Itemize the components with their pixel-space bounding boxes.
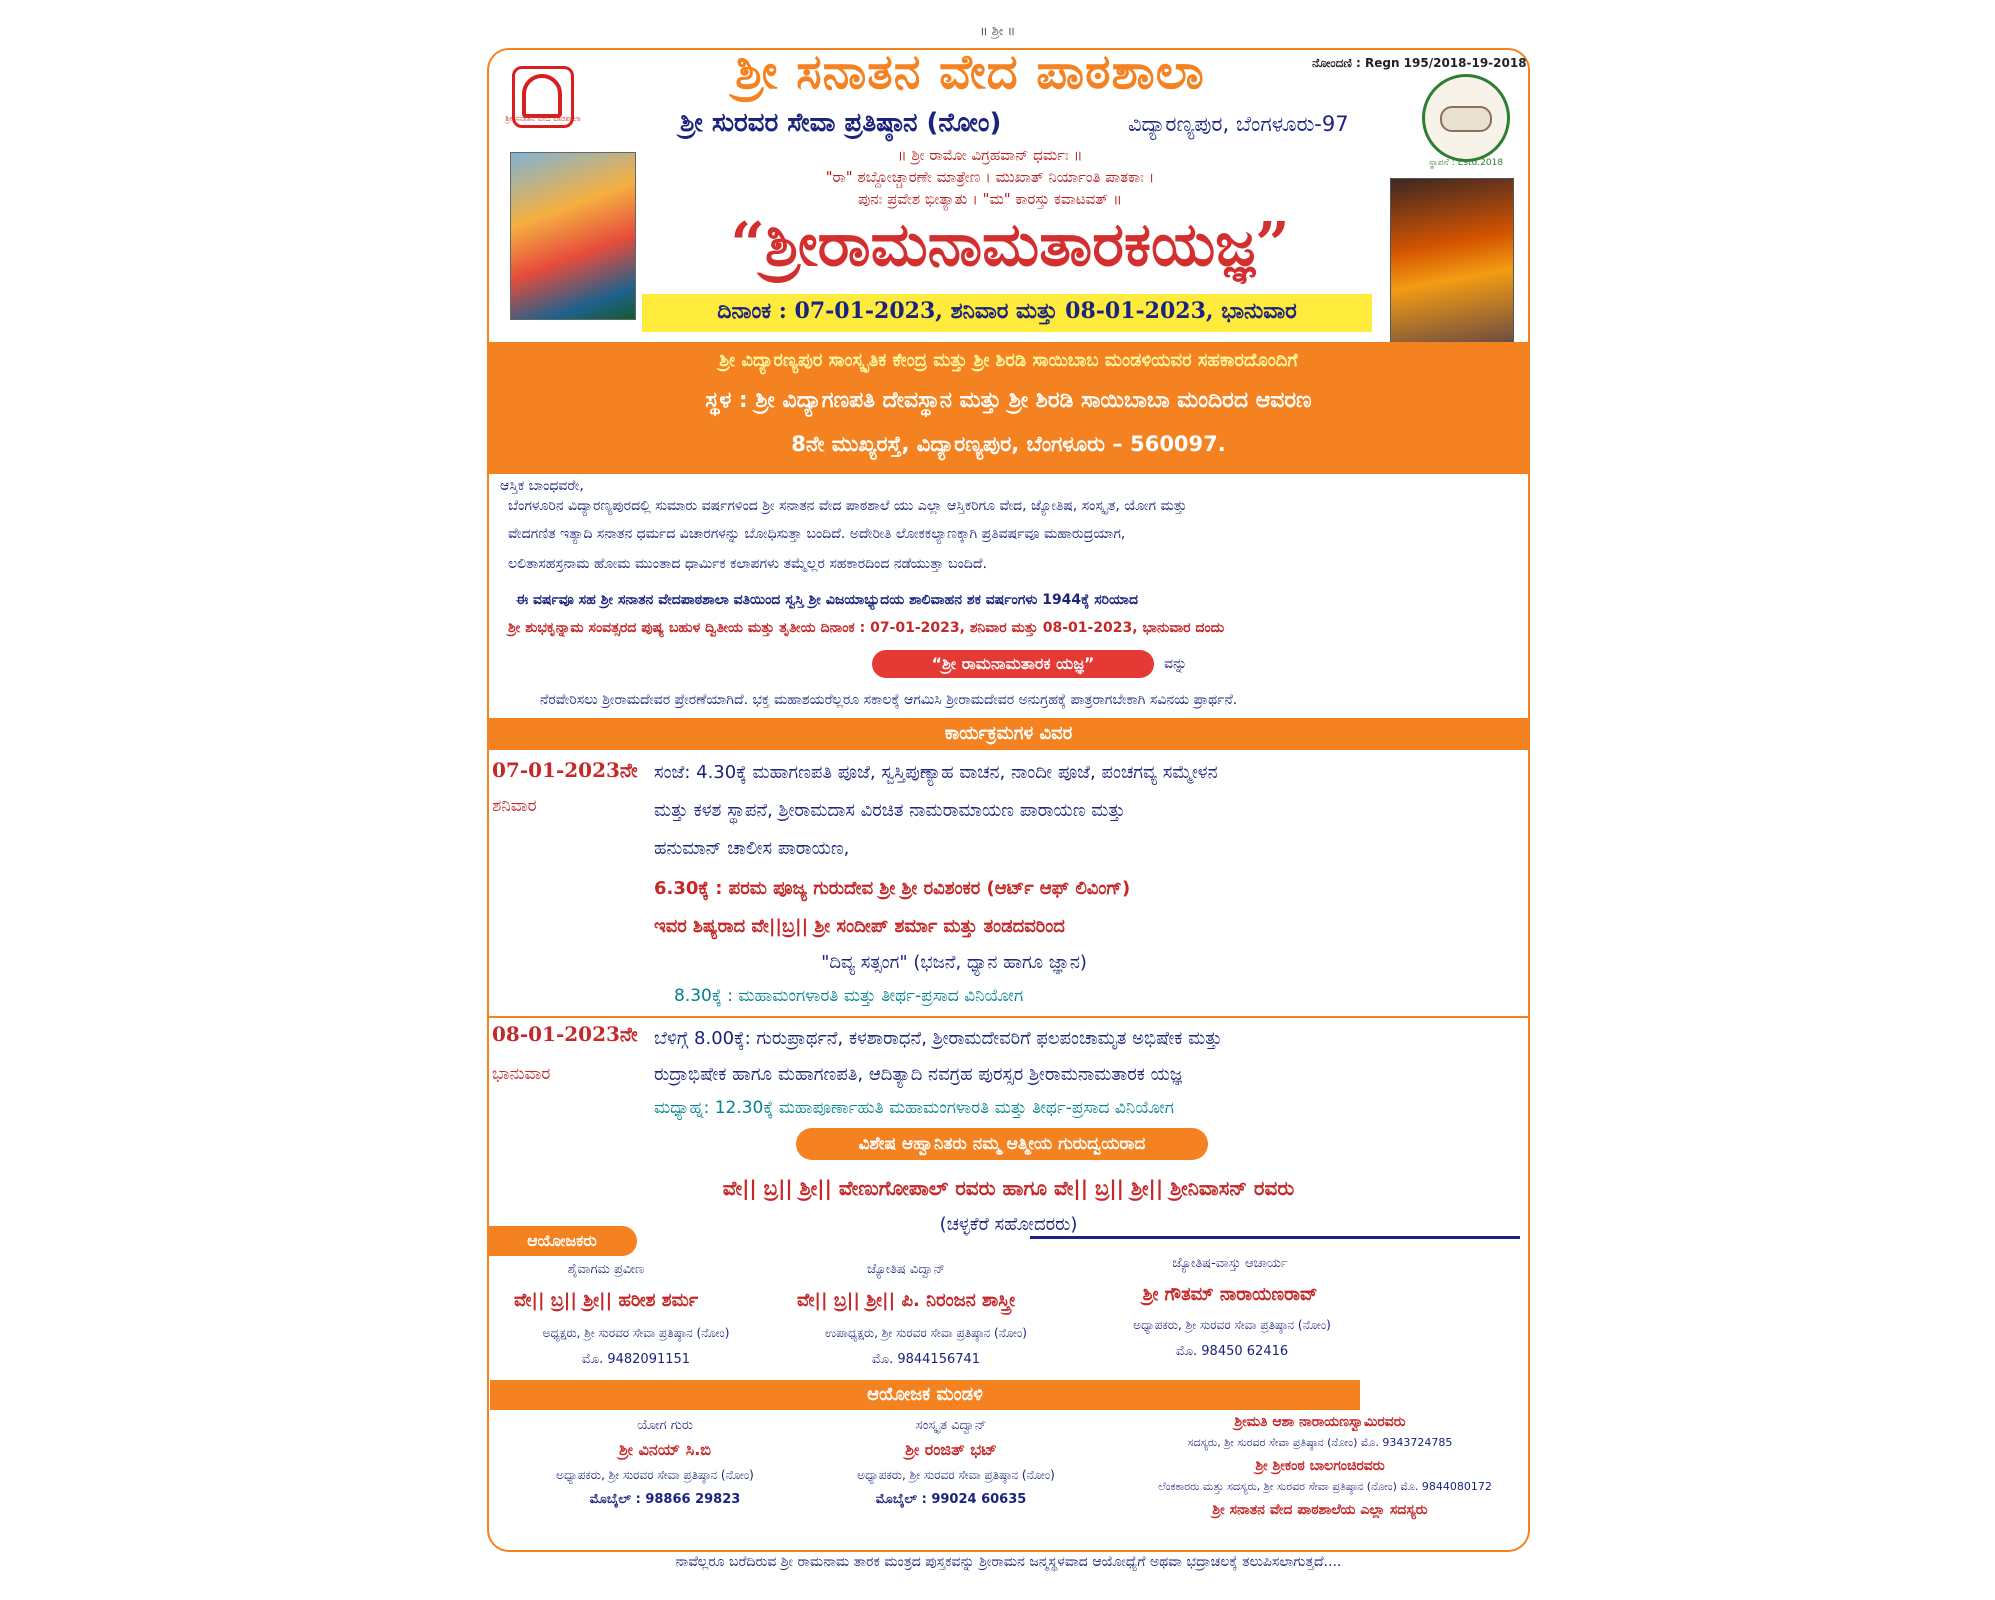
- day1-line-2: ಮತ್ತು ಕಳಶ ಸ್ಥಾಪನೆ, ಶ್ರೀರಾಮದಾಸ ವಿರಚಿತ ನಾಮರಾಮಾಯಣ ಪಾರಾಯಣ ಮತ್ತು: [654, 800, 1126, 821]
- committee-1-name: ಶ್ರೀ ವಿನಯ್ ಸಿ.ಬಿ: [618, 1440, 712, 1459]
- school-title: ಶ್ರೀ ಸನಾತನ ವೇದ ಪಾಠಶಾಲಾ: [735, 44, 1205, 100]
- shloka-line-1: ॥ ಶ್ರೀ ರಾಮೋ ವಿಗ್ರಹವಾನ್ ಧರ್ಮಃ ॥: [897, 146, 1083, 164]
- organizers-rule: [1030, 1236, 1520, 1239]
- footer-note: ನಾವೆಲ್ಲರೂ ಬರೆದಿರುವ ಶ್ರೀ ರಾಮನಾಮ ತಾರಕ ಮಂತ್ರದ ಪುಸ್ತಕವನ್ನು ಶ್ರೀರಾಮನ ಜನ್ಮಸ್ಥಳವಾದ ಆಯೋಧ್ಯೆಗೆ ಅಥವಾ ಭದ್ರಾಚಲಕ್ಕೆ ತಲುಪಿಸಲಾಗುತ್ತದೆ....: [675, 1554, 1342, 1570]
- committee-label: ಆಯೋಜಕ ಮಂಡಳಿ: [490, 1380, 1360, 1410]
- organizer-3-name: ಶ್ರೀ ಗೌತಮ್ ನಾರಾಯಣರಾವ್: [1142, 1284, 1318, 1305]
- shloka-line-3: ಪುನಃ ಪ್ರವೇಶ ಭೀತ್ಯಾತು । "ಮ" ಕಾರಸ್ತು ಕವಾಟವತ್ ॥: [858, 190, 1122, 208]
- day1-line-7: 8.30ಕ್ಕೆ : ಮಹಾಮಂಗಳಾರತಿ ಮತ್ತು ತೀರ್ಥ-ಪ್ರಸಾದ ವಿನಿಯೋಗ: [674, 986, 1024, 1006]
- day1-line-1: ಸಂಜೆ: 4.30ಕ್ಕೆ ಮಹಾಗಣಪತಿ ಪೂಜೆ, ಸ್ವಸ್ತಿಪುಣ್ಯಾಹ ವಾಚನ, ನಾಂದೀ ಪೂಜೆ, ಪಂಚಗವ್ಯ ಸಮ್ಮೇಳನ: [654, 762, 1218, 783]
- day2-line-3: ಮಧ್ಯಾಹ್ನ: 12.30ಕ್ಕೆ ಮಹಾಪೂರ್ಣಾಹುತಿ ಮಹಾಮಂಗಳಾರತಿ ಮತ್ತು ತೀರ್ಥ-ಪ್ರಸಾದ ವಿನಿಯೋಗ: [654, 1098, 1174, 1118]
- venue-place: ಸ್ಥಳ : ಶ್ರೀ ವಿದ್ಯಾಗಣಪತಿ ದೇವಸ್ಥಾನ ಮತ್ತು ಶ್ರೀ ಶಿರಡಿ ಸಾಯಿಬಾಬಾ ಮಂದಿರದ ಆವರಣ: [705, 388, 1312, 413]
- yajna-pill: “ಶ್ರೀ ರಾಮನಾಮತಾರಕ ಯಜ್ಞ”: [872, 650, 1154, 678]
- venue-collab: ಶ್ರೀ ವಿದ್ಯಾರಣ್ಯಪುರ ಸಾಂಸ್ಕೃತಿಕ ಕೇಂದ್ರ ಮತ್ತು ಶ್ರೀ ಶಿರಡಿ ಸಾಯಿಬಾಬ ಮಂಡಳಿಯವರ ಸಹಕಾರದೊಂದಿಗೆ: [719, 350, 1298, 371]
- committee-3-name: ಶ್ರೀಮತಿ ಆಶಾ ನಾರಾಯಣಸ್ವಾಮಿರವರು: [1234, 1414, 1406, 1430]
- organizer-3-phone: ಮೊ. 98450 62416: [1175, 1344, 1289, 1359]
- committee-3-desc: ಸದಸ್ಯರು, ಶ್ರೀ ಸುರವರ ಸೇವಾ ಪ್ರತಿಷ್ಠಾನ (ನೋಂ) ಮೊ. 9343724785: [1187, 1436, 1453, 1449]
- day1-date: 07-01-2023ನೇ: [492, 758, 638, 782]
- day2-day: ಭಾನುವಾರ: [492, 1064, 551, 1084]
- committee-4-desc: ಲೆಂಕಕಾರರು ಮತ್ತು ಸದಸ್ಯರು, ಶ್ರೀ ಸುರವರ ಸೇವಾ ಪ್ರತಿಷ್ಠಾನ (ನೋಂ) ಮೊ. 9844080172: [1158, 1480, 1492, 1493]
- organizer-1-desc: ಅಧ್ಯಕ್ಷರು, ಶ್ರೀ ಸುರವರ ಸೇವಾ ಪ್ರತಿಷ್ಠಾನ (ನೋಂ): [542, 1326, 730, 1340]
- day1-day: ಶನಿವಾರ: [492, 796, 537, 816]
- committee-2-name: ಶ್ರೀ ರಂಜಿತ್ ಭಟ್: [905, 1440, 997, 1459]
- committee-1-phone: ಮೊಬೈಲ್ : 98866 29823: [589, 1492, 741, 1507]
- committee-2-desc: ಅಧ್ಯಾಪಕರು, ಶ್ರೀ ಸುರವರ ಸೇವಾ ಪ್ರತಿಷ್ಠಾನ (ನೋಂ): [857, 1468, 1055, 1482]
- committee-4-name: ಶ್ರೀ ಶ್ರೀಕಂಠ ಬಾಲಗಂಚಿರವರು: [1255, 1458, 1385, 1474]
- namaste-icon: [522, 74, 562, 118]
- organizer-1-name: ವೇ|| ಬ್ರ|| ಶ್ರೀ|| ಹರೀಶ ಶರ್ಮ: [513, 1290, 699, 1311]
- cow-logo-caption: ಸ್ಥಾಪನೆ : Estd.2018: [1428, 158, 1504, 168]
- intro-line-1: ಬೆಂಗಳೂರಿನ ವಿದ್ಯಾರಣ್ಯಪುರದಲ್ಲಿ ಸುಮಾರು ವರ್ಷಗಳಿಂದ ಶ್ರೀ ಸನಾತನ ವೇದ ಪಾಠಶಾಲೆ ಯು ಎಲ್ಲಾ ಆಸ್ತಿಕರಿಗೂ ವೇದ, ಜ್ಯೋತಿಷ, ಸಂಸ್ಕೃತ, ಯೋಗ ಮತ್ತು: [508, 498, 1187, 514]
- program-header: ಕಾರ್ಯಕ್ರಮಗಳ ವಿವರ: [487, 718, 1530, 750]
- committee-1-role: ಯೋಗ ಗುರು: [637, 1418, 693, 1433]
- registration-number: ನೋಂದಣಿ : Regn 195/2018-19-2018: [1312, 56, 1527, 70]
- committee-members: ಶ್ರೀ ಸನಾತನ ವೇದ ಪಾಠಶಾಲೆಯ ಎಲ್ಲಾ ಸದಸ್ಯರು: [1212, 1502, 1428, 1518]
- organizer-1-role: ಶೈವಾಗಮ ಪ್ರವೀಣ: [567, 1262, 645, 1277]
- guests-subtitle: (ಚಳ್ಳಕೆರೆ ಸಹೋದರರು): [939, 1214, 1078, 1235]
- cow-icon: [1440, 106, 1492, 132]
- intro-line-6: ನೆರವೇರಿಸಲು ಶ್ರೀರಾಮದೇವರ ಪ್ರೇರಣೆಯಾಗಿದೆ. ಭಕ್ತ ಮಹಾಶಯರೆಲ್ಲರೂ ಸಕಾಲಕ್ಕೆ ಆಗಮಿಸಿ ಶ್ರೀರಾಮದೇವರ ಅನುಗ್ರಹಕ್ಕೆ ಪಾತ್ರರಾಗಬೇಕಾಗಿ ಸವಿನಯ ಪ್ರಾರ್ಥನೆ.: [540, 692, 1238, 708]
- day2-date: 08-01-2023ನೇ: [492, 1022, 638, 1046]
- day2-line-2: ರುದ್ರಾಭಿಷೇಕ ಹಾಗೂ ಮಹಾಗಣಪತಿ, ಆದಿತ್ಯಾದಿ ನವಗ್ರಹ ಪುರಸ್ಸರ ಶ್ರೀರಾಮನಾಮತಾರಕ ಯಜ್ಞ: [654, 1064, 1182, 1085]
- organizer-2-phone: ಮೊ. 9844156741: [871, 1352, 981, 1367]
- org-place: ವಿದ್ಯಾರಣ್ಯಪುರ, ಬೆಂಗಳೂರು-97: [1128, 112, 1349, 136]
- top-mark: ॥ ಶ್ರೀ ॥: [979, 24, 1016, 39]
- day1-line-6: "ದಿವ್ಯ ಸತ್ಸಂಗ" (ಭಜನೆ, ಧ್ಯಾನ ಹಾಗೂ ಜ್ಞಾನ): [821, 952, 1087, 973]
- committee-2-role: ಸಂಸ್ಕೃತ ವಿದ್ವಾನ್: [915, 1418, 987, 1433]
- guests-names: ವೇ|| ಬ್ರ|| ಶ್ರೀ|| ವೇಣುಗೋಪಾಲ್ ರವರು ಹಾಗೂ ವೇ|| ಬ್ರ|| ಶ್ರೀ|| ಶ್ರೀನಿವಾಸನ್ ರವರು: [722, 1176, 1295, 1200]
- intro-line-3: ಲಲಿತಾಸಹಸ್ರನಾಮ ಹೋಮ ಮುಂತಾದ ಧಾರ್ಮಿಕ ಕಲಾಪಗಳು ತಮ್ಮೆಲ್ಲರ ಸಹಕಾರದಿಂದ ನಡೆಯುತ್ತಾ ಬಂದಿದೆ.: [508, 556, 987, 572]
- event-date: ದಿನಾಂಕ : 07-01-2023, ಶನಿವಾರ ಮತ್ತು 08-01-2023, ಭಾನುವಾರ: [717, 298, 1297, 324]
- hanuman-image: [1390, 178, 1514, 344]
- day1-line-5: ಇವರ ಶಿಷ್ಯರಾದ ವೇ||ಬ್ರ|| ಶ್ರೀ ಸಂದೀಪ್ ಶರ್ಮಾ ಮತ್ತು ತಂಡದವರಿಂದ: [654, 916, 1065, 937]
- pill-suffix: ವನ್ನು: [1164, 656, 1188, 672]
- organizer-3-desc: ಅಧ್ಯಾಪಕರು, ಶ್ರೀ ಸುರವರ ಸೇವಾ ಪ್ರತಿಷ್ಠಾನ (ನೋಂ): [1133, 1318, 1331, 1332]
- day2-line-1: ಬೆಳಿಗ್ಗೆ 8.00ಕ್ಕೆ: ಗುರುಪ್ರಾರ್ಥನೆ, ಕಳಶಾರಾಧನೆ, ಶ್ರೀರಾಮದೇವರಿಗೆ ಫಲಪಂಚಾಮೃತ ಅಭಿಷೇಕ ಮತ್ತು: [654, 1028, 1222, 1049]
- organizer-2-role: ಜ್ಯೋತಿಷ ವಿದ್ವಾನ್: [866, 1262, 946, 1277]
- organizer-3-role: ಜ್ಯೋತಿಷ-ವಾಸ್ತು ಆಚಾರ್ಯ: [1172, 1256, 1288, 1271]
- organizers-label: ಆಯೋಜಕರು: [487, 1226, 637, 1256]
- day1-line-4: 6.30ಕ್ಕೆ : ಪರಮ ಪೂಜ್ಯ ಗುರುದೇವ ಶ್ರೀ ಶ್ರೀ ರವಿಶಂಕರ (ಆರ್ಟ್ ಆಫ್ ಲಿವಿಂಗ್): [654, 878, 1131, 899]
- committee-1-desc: ಅಧ್ಯಾಪಕರು, ಶ್ರೀ ಸುರವರ ಸೇವಾ ಪ್ರತಿಷ್ಠಾನ (ನೋಂ): [556, 1468, 754, 1482]
- logo-caption: ಶ್ರೀ ಸನಾತನ ವೇದ ಪಾಠಶಾಲಾ: [505, 114, 581, 123]
- org-name: ಶ್ರೀ ಸುರವರ ಸೇವಾ ಪ್ರತಿಷ್ಠಾನ (ನೋಂ): [680, 108, 1002, 138]
- rama-parivar-image: [510, 152, 636, 320]
- guests-pill: ವಿಶೇಷ ಆಹ್ವಾನಿತರು ನಮ್ಮ ಆತ್ಮೀಯ ಗುರುದ್ವಯರಾದ: [796, 1128, 1208, 1160]
- shloka-line-2: "ರಾ" ಶಬ್ದೋಚ್ಚಾರಣೇ ಮಾತ್ರೇಣ । ಮುಖಾತ್ ನಿರ್ಯಾಂತಿ ಪಾತಕಾಃ ।: [825, 168, 1155, 186]
- yajna-title: “ಶ್ರೀರಾಮನಾಮತಾರಕಯಜ್ಞ”: [730, 210, 1290, 280]
- organizer-1-phone: ಮೊ. 9482091151: [581, 1352, 691, 1367]
- venue-address: 8ನೇ ಮುಖ್ಯರಸ್ತೆ, ವಿದ್ಯಾರಣ್ಯಪುರ, ಬೆಂಗಳೂರು – 560097.: [791, 432, 1226, 456]
- organizer-2-desc: ಉಪಾಧ್ಯಕ್ಷರು, ಶ್ರೀ ಸುರವರ ಸೇವಾ ಪ್ರತಿಷ್ಠಾನ (ನೋಂ): [825, 1326, 1027, 1340]
- day-divider: [487, 1016, 1530, 1018]
- salutation: ಆಸ್ತಿಕ ಬಾಂಧವರೇ,: [500, 478, 584, 494]
- day1-line-3: ಹನುಮಾನ್ ಚಾಲೀಸ ಪಾರಾಯಣ,: [654, 838, 850, 859]
- organizer-2-name: ವೇ|| ಬ್ರ|| ಶ್ರೀ|| ಪಿ. ನಿರಂಜನ ಶಾಸ್ತ್ರೀ: [796, 1290, 1016, 1311]
- committee-2-phone: ಮೊಬೈಲ್ : 99024 60635: [875, 1492, 1027, 1507]
- intro-line-2: ವೇದಗಣಿತ ಇತ್ಯಾದಿ ಸನಾತನ ಧರ್ಮದ ವಿಚಾರಗಳನ್ನು ಬೋಧಿಸುತ್ತಾ ಬಂದಿದೆ. ಅದೇರೀತಿ ಲೋಕಕಲ್ಯಾಣಕ್ಕಾಗಿ ಪ್ರತಿವರ್ಷವೂ ಮಹಾರುದ್ರಯಾಗ,: [508, 526, 1126, 542]
- intro-line-4: ಈ ವರ್ಷವೂ ಸಹ ಶ್ರೀ ಸನಾತನ ವೇದಪಾಠಶಾಲಾ ವತಿಯಿಂದ ಸ್ವಸ್ತಿ ಶ್ರೀ ವಿಜಯಾಭ್ಯುದಯ ಶಾಲಿವಾಹನ ಶಕ ವರ್ಷಂಗಳು 1944ಕ್ಕೆ ಸರಿಯಾದ: [516, 592, 1139, 608]
- intro-line-5: ಶ್ರೀ ಶುಭಕೃನ್ನಾಮ ಸಂವತ್ಸರದ ಪುಷ್ಯ ಬಹುಳ ದ್ವಿತೀಯ ಮತ್ತು ತೃತೀಯ ದಿನಾಂಕ : 07-01-2023, ಶನಿವಾರ ಮತ್ತು 08-01-2023, ಭಾನುವಾರ ದಂದು: [508, 620, 1225, 636]
